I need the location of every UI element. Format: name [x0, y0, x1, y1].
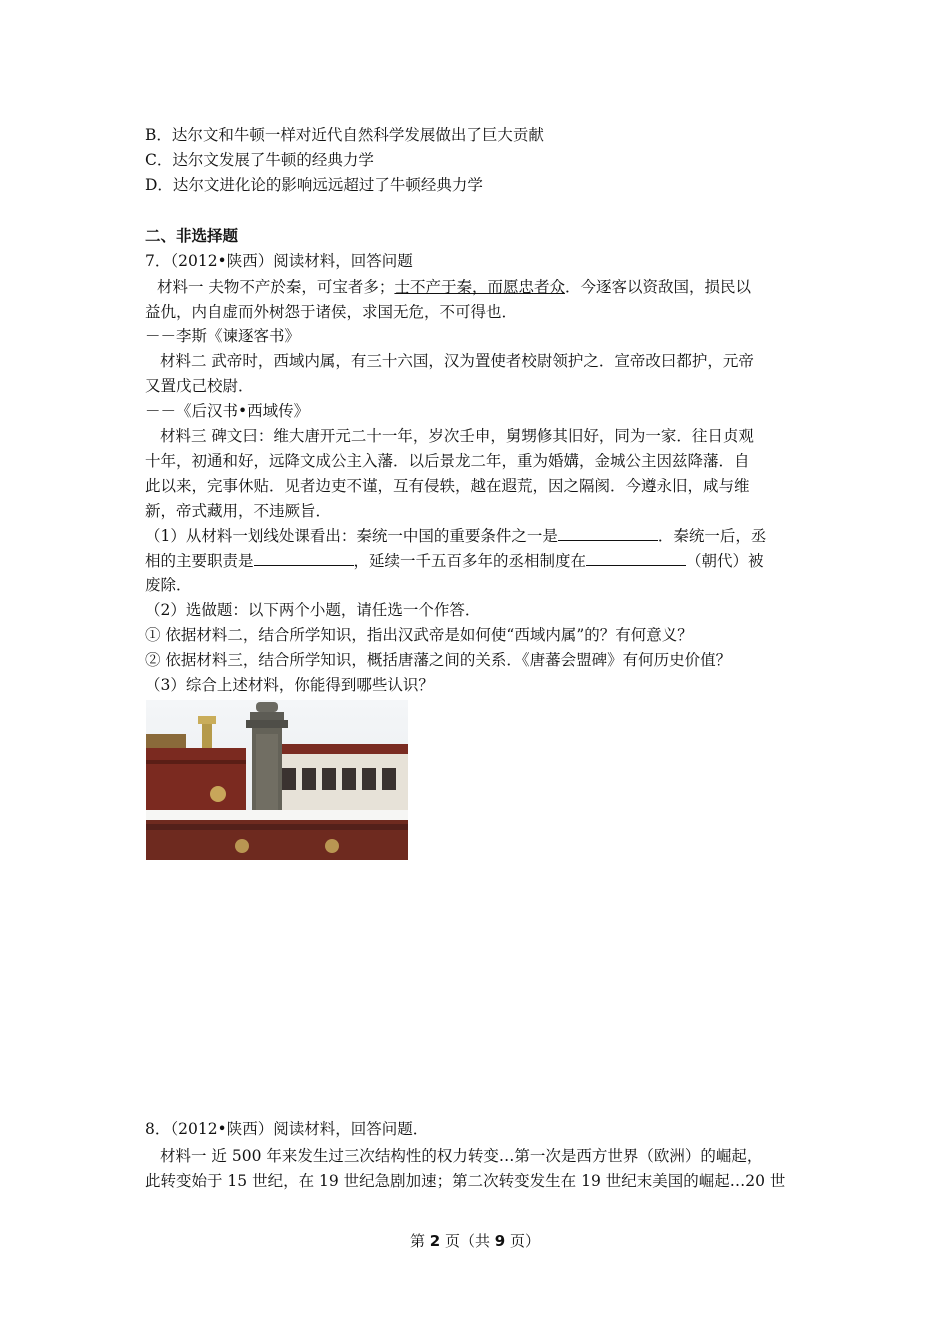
q7-m1-prefix: 材料一 夫物不产於秦，可宝者多； [157, 278, 395, 296]
q7-question3: （3）综合上述材料，你能得到哪些认识？ [145, 676, 434, 694]
q7-question1-line2 [145, 549, 764, 572]
q7-q1-part1: （1）从材料一划线处课看出：秦统一中国的重要条件之一是 [145, 527, 558, 545]
current-page-number: 2 [429, 1232, 441, 1250]
treaty-stele-photo [146, 700, 408, 860]
footer-suffix: 页） [505, 1232, 540, 1250]
q7-question2: （2）选做题：以下两个小题，请任选一个作答． [145, 601, 481, 619]
q7-material3-line1: 材料三 碑文曰：维大唐开元二十一年，岁次壬申，舅甥修其旧好，同为一家．往日贞观 [160, 427, 754, 445]
option-c: C．达尔文发展了牛顿的经典力学 [145, 151, 374, 169]
q8-material1-line2: 此转变始于 15 世纪，在 19 世纪急剧加速；第二次转变发生在 19 世纪末美国的崛起…20 世 [145, 1172, 786, 1190]
section-heading: 二、非选择题 [145, 227, 239, 245]
footer-prefix: 第 [410, 1232, 430, 1250]
answer-blank-1[interactable] [558, 524, 658, 541]
q7-q1-part2: ．秦统一后，丞 [657, 527, 767, 545]
total-pages: 9 [494, 1232, 506, 1250]
q8-stem: 8．（2012•陕西）阅读材料，回答问题． [145, 1120, 429, 1138]
q7-material2-source: －－《后汉书•西域传》 [145, 402, 310, 420]
q8-material1-line1: 材料一 近 500 年来发生过三次结构性的权力转变…第一次是西方世界（欧洲）的崛起， [160, 1147, 763, 1165]
q7-question1-line3: 废除． [145, 576, 192, 594]
q7-question2-option2: ② 依据材料三，结合所学知识，概括唐藩之间的关系．《唐蕃会盟碑》有何历史价值？ [145, 651, 732, 669]
q7-material3-line2: 十年，初通和好，远降文成公主入藩．以后景龙二年，重为婚媾，金城公主因兹降藩．自 [145, 452, 750, 470]
footer-middle: 页（共 [440, 1232, 495, 1250]
q7-material1-line2: 益仇，内自虚而外树怨于诸侯，求国无危，不可得也． [145, 303, 518, 321]
q7-material3-line4: 新，帝式藏用，不违厥旨． [145, 502, 332, 520]
page-footer [0, 1230, 950, 1251]
q7-material1-line1 [157, 276, 751, 298]
q7-material2-line2: 又置戊己校尉． [145, 377, 254, 395]
option-b: B．达尔文和牛顿一样对近代自然科学发展做出了巨大贡献 [145, 126, 544, 144]
q7-material1-source: －－李斯《谏逐客书》 [145, 327, 301, 345]
option-d: D．达尔文进化论的影响远远超过了牛顿经典力学 [145, 176, 483, 194]
stele-illustration [146, 700, 408, 860]
q7-stem: 7．（2012•陕西）阅读材料，回答问题 [145, 252, 413, 270]
answer-blank-2[interactable] [254, 549, 354, 566]
q7-m1-suffix: ．今逐客以资敌国，损民以 [564, 278, 751, 296]
q7-material3-line3: 此以来，完事休贴．见者边吏不谨，互有侵轶，越在遐荒，因之隔阂．今遵永旧，咸与维 [145, 477, 750, 495]
q7-question1-line1 [145, 524, 766, 547]
q7-q1-part3: 相的主要职责是 [145, 552, 254, 570]
q7-q1-part4: ，延续一千五百多年的丞相制度在 [353, 552, 587, 570]
q7-q1-part5: （朝代）被 [686, 552, 764, 570]
answer-blank-3[interactable] [586, 549, 686, 566]
q7-m1-underlined: 士不产于秦，而愿忠者众 [394, 278, 565, 296]
q7-material2-line1: 材料二 武帝时，西域内属，有三十六国，汉为置使者校尉领护之．宣帝改曰都护，元帝 [160, 352, 754, 370]
q7-question2-option1: ① 依据材料二，结合所学知识，指出汉武帝是如何使“西域内属”的？有何意义？ [145, 626, 693, 644]
